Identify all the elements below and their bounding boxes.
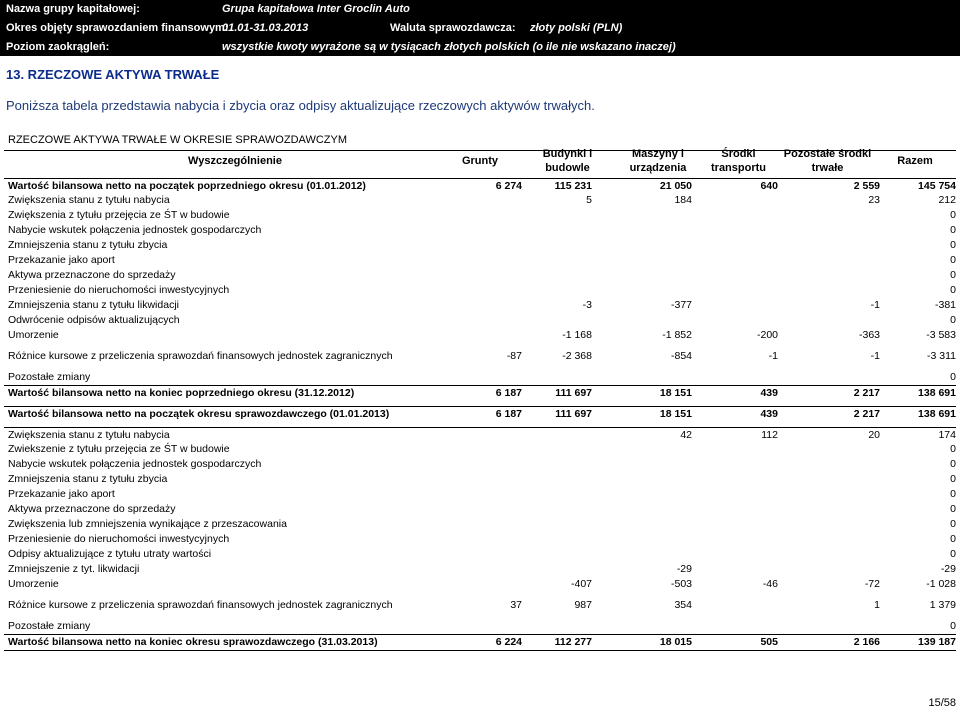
table-row xyxy=(4,349,956,364)
rounding-value: wszystkie kwoty wyrażone są w tysiącach złotych polskich (o ile nie wskazano inaczej) xyxy=(222,41,676,53)
table-row xyxy=(4,328,956,343)
row-label: Aktywa przeznaczone do sprzedaży xyxy=(8,503,176,515)
section-title: 13. RZECZOWE AKTYWA TRWAŁE xyxy=(6,67,220,82)
row-value: 0 xyxy=(950,371,956,383)
row-value: 640 xyxy=(760,180,778,192)
row-value: -3 311 xyxy=(927,350,956,362)
row-value: 112 277 xyxy=(554,636,592,648)
table-row xyxy=(4,427,956,443)
row-value: -363 xyxy=(858,329,880,341)
row-value: -377 xyxy=(670,299,692,311)
row-value: -1 xyxy=(870,350,880,362)
row-value: 2 166 xyxy=(853,636,880,648)
row-value: -407 xyxy=(570,578,592,590)
row-label: Przekazanie jako aport xyxy=(8,488,115,500)
row-value: 0 xyxy=(950,458,956,470)
row-value: 145 754 xyxy=(918,180,956,192)
group-value: Grupa kapitałowa Inter Groclin Auto xyxy=(222,3,410,15)
row-label: Różnice kursowe z przeliczenia sprawozdań finansowych jednostek zagranicznych xyxy=(8,350,393,362)
row-label: Wartość bilansowa netto na koniec okresu sprawozdawczego (31.03.2013) xyxy=(8,636,378,648)
row-label: Zwiększenia stanu z tytułu nabycia xyxy=(8,194,170,206)
table-row xyxy=(4,517,956,532)
currency-label: Waluta sprawozdawcza: xyxy=(390,22,516,34)
table-row xyxy=(4,313,956,328)
row-label: Zwiększenia z tytułu przejęcia ze ŚT w budowie xyxy=(8,209,230,221)
row-value: 6 187 xyxy=(495,408,522,420)
table-row xyxy=(4,178,956,194)
row-value: 0 xyxy=(950,518,956,530)
row-value: 21 050 xyxy=(659,180,692,192)
table-row xyxy=(4,253,956,268)
row-value: 184 xyxy=(674,194,692,206)
row-value: 0 xyxy=(950,488,956,500)
row-value: -87 xyxy=(506,350,522,362)
row-label: Zmniejszenia stanu z tytułu zbycia xyxy=(8,239,168,251)
row-label: Przeniesienie do nieruchomości inwestycyjnych xyxy=(8,533,230,545)
currency-value: złoty polski (PLN) xyxy=(530,22,623,34)
row-value: 2 559 xyxy=(853,180,880,192)
row-value: 1 xyxy=(874,599,880,611)
row-value: 111 697 xyxy=(555,408,592,420)
row-label: Nabycie wskutek połączenia jednostek gospodarczych xyxy=(8,458,262,470)
row-value: 0 xyxy=(950,548,956,560)
table-row xyxy=(4,577,956,592)
row-value: 505 xyxy=(760,636,778,648)
row-value: 0 xyxy=(950,503,956,515)
row-value: 0 xyxy=(950,254,956,266)
row-label: Nabycie wskutek połączenia jednostek gospodarczych xyxy=(8,224,262,236)
row-value: 0 xyxy=(950,533,956,545)
row-value: 6 274 xyxy=(495,180,522,192)
row-value: 0 xyxy=(950,473,956,485)
row-label: Różnice kursowe z przeliczenia sprawozdań finansowych jednostek zagranicznych xyxy=(8,599,393,611)
row-value: -200 xyxy=(756,329,778,341)
period-label: Okres objęty sprawozdaniem finansowym: xyxy=(6,22,229,34)
row-label: Wartość bilansowa netto na koniec poprzedniego okresu (31.12.2012) xyxy=(8,387,355,399)
row-value: 0 xyxy=(950,224,956,236)
row-value: 0 xyxy=(950,239,956,251)
row-value: -381 xyxy=(934,299,956,311)
period-value: 01.01-31.03.2013 xyxy=(222,22,309,34)
row-value: -854 xyxy=(670,350,692,362)
row-value: 138 691 xyxy=(918,387,956,399)
row-value: 42 xyxy=(680,429,692,441)
row-value: 5 xyxy=(586,194,592,206)
row-label: Przekazanie jako aport xyxy=(8,254,115,266)
table-row xyxy=(4,283,956,298)
row-value: 18 151 xyxy=(659,387,692,399)
row-value: 354 xyxy=(674,599,692,611)
row-value: -29 xyxy=(676,563,692,575)
table-row xyxy=(4,472,956,487)
row-label: Odpisy aktualizujące z tytułu utraty wartości xyxy=(8,548,212,560)
row-label: Przeniesienie do nieruchomości inwestycyjnych xyxy=(8,284,230,296)
header-total: Razem xyxy=(897,155,933,167)
row-value: -1 852 xyxy=(662,329,692,341)
table-row xyxy=(4,562,956,577)
table-row xyxy=(4,385,956,401)
row-value: 1 379 xyxy=(929,599,956,611)
row-label: Zwiększenia lub zmniejszenia wynikające z przeszacowania xyxy=(8,518,287,530)
row-value: 0 xyxy=(950,620,956,632)
report-header xyxy=(0,0,960,56)
header-machinery: Maszyny i urządzenia xyxy=(629,148,687,174)
row-value: 2 217 xyxy=(853,408,880,420)
row-value: -72 xyxy=(864,578,880,590)
row-value: 23 xyxy=(868,194,880,206)
rounding-label: Poziom zaokrągleń: xyxy=(6,41,110,53)
row-label: Zmniejszenia stanu z tytułu likwidacji xyxy=(8,299,179,311)
row-value: 18 015 xyxy=(659,636,692,648)
row-value: 439 xyxy=(760,408,778,420)
row-label: Zmniejszenia stanu z tytułu zbycia xyxy=(8,473,168,485)
row-value: -3 xyxy=(582,299,592,311)
header-description: Wyszczególnienie xyxy=(188,155,282,167)
row-value: 20 xyxy=(868,429,880,441)
row-value: -46 xyxy=(762,578,778,590)
row-value: 0 xyxy=(950,269,956,281)
group-label: Nazwa grupy kapitałowej: xyxy=(6,3,140,15)
row-label: Wartość bilansowa netto na początek poprzedniego okresu (01.01.2012) xyxy=(8,180,366,192)
header-buildings: Budynki i budowle xyxy=(542,148,593,174)
row-value: -29 xyxy=(940,563,956,575)
header-transport: Środki transportu xyxy=(711,148,766,174)
row-label: Odwrócenie odpisów aktualizujących xyxy=(8,314,180,326)
row-label: Aktywa przeznaczone do sprzedaży xyxy=(8,269,176,281)
row-label: Wartość bilansowa netto na początek okresu sprawozdawczego (01.01.2013) xyxy=(8,408,390,420)
row-value: -503 xyxy=(670,578,692,590)
header-land: Grunty xyxy=(461,155,499,167)
table-row xyxy=(4,457,956,472)
row-label: Zmniejszenie z tyt. likwidacji xyxy=(8,563,140,575)
table-row xyxy=(4,619,956,634)
row-value: 138 691 xyxy=(918,408,956,420)
row-value: 112 xyxy=(761,429,778,441)
row-value: 37 xyxy=(510,599,522,611)
row-value: 18 151 xyxy=(659,408,692,420)
table-title: RZECZOWE AKTYWA TRWAŁE W OKRESIE SPRAWOZDAWCZYM xyxy=(8,134,347,146)
table-row xyxy=(4,532,956,547)
table-row xyxy=(4,487,956,502)
table-row xyxy=(4,193,956,208)
row-value: -3 583 xyxy=(926,329,956,341)
row-value: 6 187 xyxy=(495,387,522,399)
row-value: 0 xyxy=(950,443,956,455)
row-value: 987 xyxy=(574,599,592,611)
table-row xyxy=(4,547,956,562)
table-row xyxy=(4,634,956,651)
row-value: -1 xyxy=(870,299,880,311)
table-row xyxy=(4,406,956,422)
row-value: 439 xyxy=(760,387,778,399)
row-value: 2 217 xyxy=(853,387,880,399)
table-row xyxy=(4,208,956,223)
row-label: Pozostałe zmiany xyxy=(8,620,91,632)
row-label: Umorzenie xyxy=(8,329,59,341)
table-row xyxy=(4,223,956,238)
table-row xyxy=(4,238,956,253)
table-row xyxy=(4,442,956,457)
row-value: -2 368 xyxy=(562,350,592,362)
row-value: -1 028 xyxy=(926,578,956,590)
row-label: Umorzenie xyxy=(8,578,59,590)
page-number: 15/58 xyxy=(928,697,956,709)
row-value: 111 697 xyxy=(555,387,592,399)
row-label: Pozostałe zmiany xyxy=(8,371,91,383)
header-other-assets: Pozostałe środki trwałe xyxy=(783,148,872,174)
row-value: 174 xyxy=(938,429,956,441)
row-label: Zwiększenia stanu z tytułu nabycia xyxy=(8,429,170,441)
row-value: 6 224 xyxy=(495,636,522,648)
table-row xyxy=(4,502,956,517)
intro-text: Poniższa tabela przedstawia nabycia i zbycia oraz odpisy aktualizujące rzeczowych aktywów trwałych. xyxy=(6,98,595,113)
table-row xyxy=(4,598,956,613)
table-row xyxy=(4,370,956,385)
table-row xyxy=(4,268,956,283)
row-value: -1 xyxy=(768,350,778,362)
row-value: 212 xyxy=(938,194,956,206)
row-value: -1 168 xyxy=(562,329,592,341)
row-value: 0 xyxy=(950,284,956,296)
row-value: 139 187 xyxy=(918,636,956,648)
row-label: Zwiekszenie z tytułu przejęcia ze ŚT w budowie xyxy=(8,443,230,455)
row-value: 0 xyxy=(950,209,956,221)
table-row xyxy=(4,298,956,313)
row-value: 115 231 xyxy=(554,180,592,192)
row-value: 0 xyxy=(950,314,956,326)
